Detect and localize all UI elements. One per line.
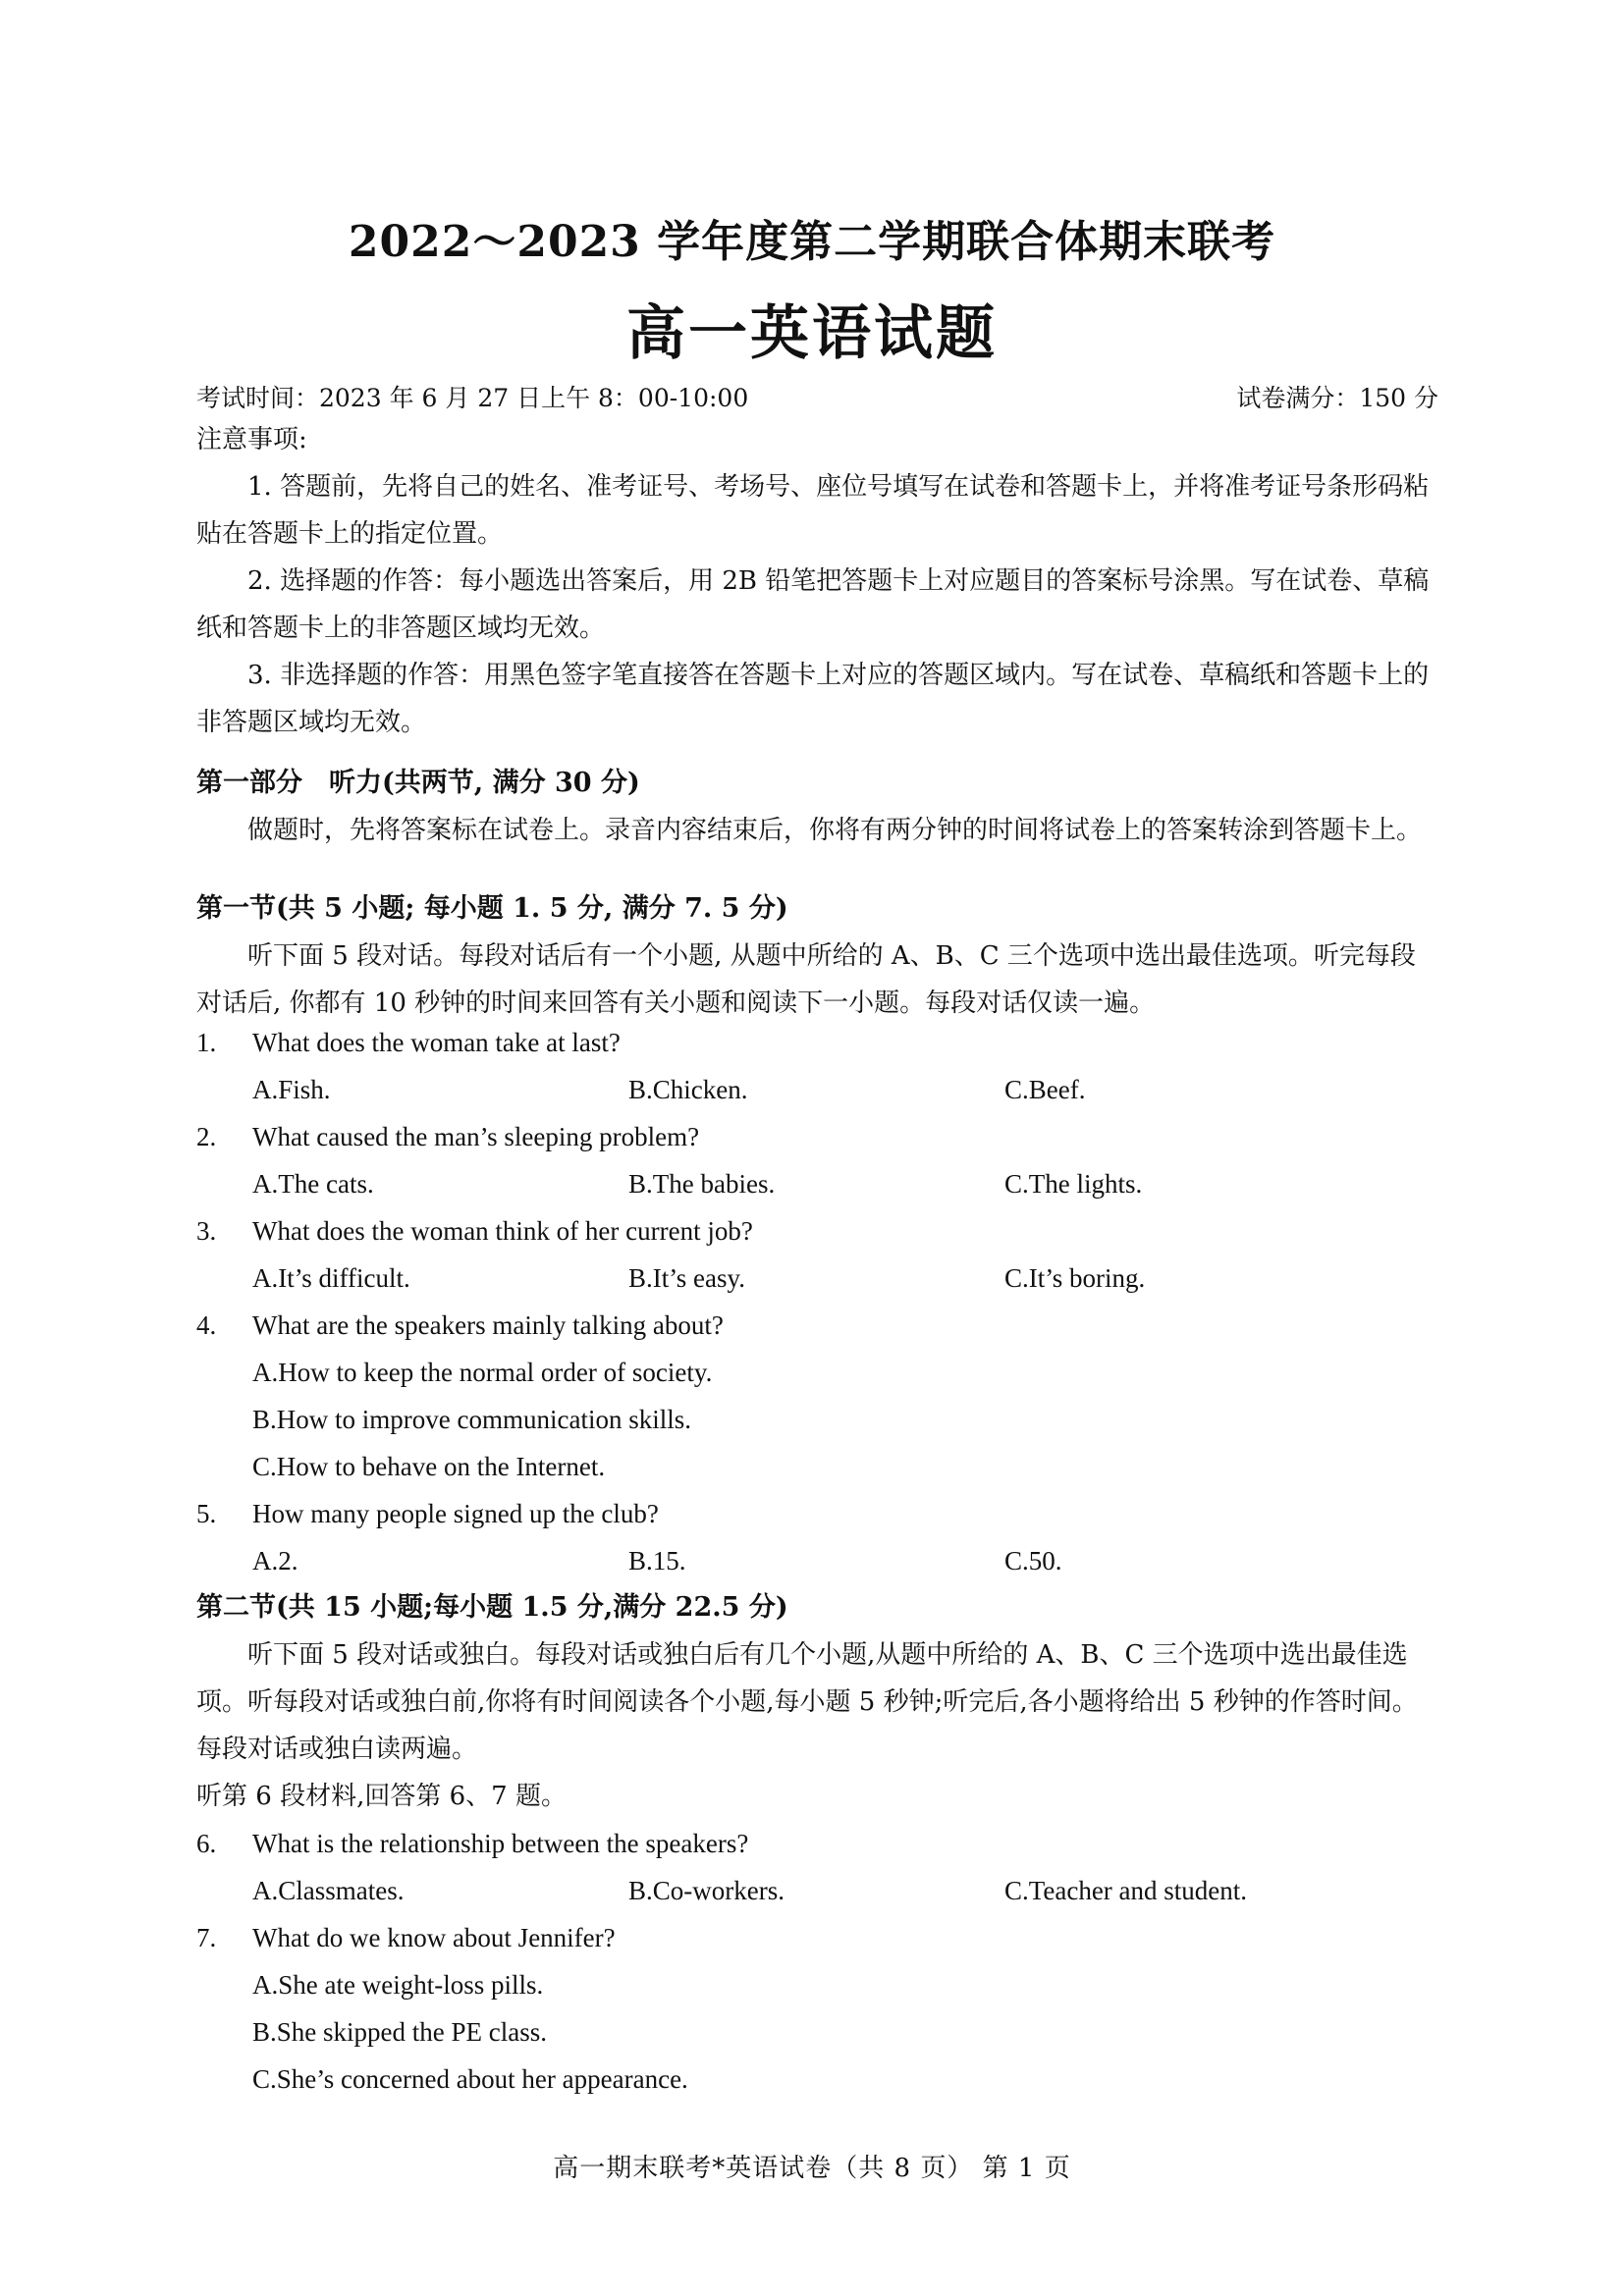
question-text: What is the relationship between the speakers? bbox=[252, 1829, 749, 1858]
option-b: B.She skipped the PE class. bbox=[252, 2017, 547, 2047]
section2-instruction: 听下面 5 段对话或独白。每段对话或独白后有几个小题,从题中所给的 A、B、C 三个选项中选出最佳选项。听每段对话或独白前,你将有时间阅读各个小题,每小题 5 秒钟;听完后,各小题将给出 5 秒钟的作答时间。每段对话或独白读两遍。 bbox=[196, 1640, 1418, 1764]
notes-heading: 注意事项: bbox=[196, 425, 307, 454]
page-footer: 高一期末联考*英语试卷（共 8 页） 第 1 页 bbox=[553, 2154, 1071, 2183]
question-number: 3. bbox=[196, 1216, 217, 1246]
option-c: C.50. bbox=[1004, 1546, 1062, 1575]
option-b: B.15. bbox=[628, 1546, 686, 1575]
exam-title: 2022～2023 学年度第二学期联合体期末联考 bbox=[348, 217, 1276, 267]
option-a: A.Classmates. bbox=[252, 1876, 405, 1905]
option-a: A.Fish. bbox=[252, 1075, 331, 1104]
part1-heading: 第一部分 听力(共两节, 满分 30 分) bbox=[196, 768, 640, 798]
question-text: What does the woman think of her current job? bbox=[252, 1216, 753, 1246]
option-a: A.She ate weight-loss pills. bbox=[252, 1970, 544, 2000]
material-note: 听第 6 段材料,回答第 6、7 题。 bbox=[196, 1782, 567, 1811]
question-number: 6. bbox=[196, 1829, 217, 1858]
option-a: A.2. bbox=[252, 1546, 298, 1575]
question-text: What does the woman take at last? bbox=[252, 1028, 621, 1057]
option-b: B.How to improve communication skills. bbox=[252, 1405, 691, 1434]
part1-instruction: 做题时，先将答案标在试卷上。录音内容结束后，你将有两分钟的时间将试卷上的答案转涂到答题卡上。 bbox=[247, 816, 1423, 845]
section2-heading: 第二节(共 15 小题;每小题 1.5 分,满分 22.5 分) bbox=[196, 1592, 788, 1623]
exam-info-row bbox=[196, 379, 1438, 414]
option-b: B.Co-workers. bbox=[628, 1876, 785, 1905]
note-item-3: 3. 非选择题的作答：用黑色签字笔直接答在答题卡上对应的答题区域内。写在试卷、草稿纸和答题卡上的非答题区域均无效。 bbox=[196, 661, 1430, 737]
option-b: B.Chicken. bbox=[628, 1075, 748, 1104]
question-number: 5. bbox=[196, 1499, 217, 1528]
option-c: C.Teacher and student. bbox=[1004, 1876, 1248, 1905]
exam-subtitle: 高一英语试题 bbox=[626, 299, 998, 368]
note-item-2: 2. 选择题的作答：每小题选出答案后，用 2B 铅笔把答题卡上对应题目的答案标号涂黑。写在试卷、草稿纸和答题卡上的非答题区域均无效。 bbox=[196, 566, 1430, 643]
note-item-1: 1. 答题前，先将自己的姓名、准考证号、考场号、座位号填写在试卷和答题卡上，并将准考证号条形码粘贴在答题卡上的指定位置。 bbox=[196, 472, 1430, 549]
question-number: 7. bbox=[196, 1923, 217, 1952]
question-number: 4. bbox=[196, 1310, 217, 1340]
option-c: C.It’s boring. bbox=[1004, 1263, 1146, 1293]
section1-instruction: 听下面 5 段对话。每段对话后有一个小题, 从题中所给的 A、B、C 三个选项中选出最佳选项。听完每段对话后, 你都有 10 秒钟的时间来回答有关小题和阅读下一小题。每段对话仅读一遍。 bbox=[196, 941, 1416, 1018]
option-a: A.The cats. bbox=[252, 1169, 374, 1199]
option-c: C.She’s concerned about her appearance. bbox=[252, 2064, 688, 2094]
question-text: How many people signed up the club? bbox=[252, 1499, 659, 1528]
option-a: A.It’s difficult. bbox=[252, 1263, 410, 1293]
option-b: B.The babies. bbox=[628, 1169, 776, 1199]
option-c: C.Beef. bbox=[1004, 1075, 1086, 1104]
full-score: 试卷满分：150 分 bbox=[1236, 384, 1438, 412]
section1-heading: 第一节(共 5 小题; 每小题 1. 5 分, 满分 7. 5 分) bbox=[196, 893, 788, 924]
exam-time: 考试时间：2023 年 6 月 27 日上午 8：00-10:00 bbox=[196, 384, 749, 412]
option-c: C.How to behave on the Internet. bbox=[252, 1452, 606, 1481]
option-c: C.The lights. bbox=[1004, 1169, 1143, 1199]
question-text: What are the speakers mainly talking about? bbox=[252, 1310, 724, 1340]
question-number: 2. bbox=[196, 1122, 217, 1151]
question-number: 1. bbox=[196, 1028, 217, 1057]
question-text: What caused the man’s sleeping problem? bbox=[252, 1122, 700, 1151]
question-text: What do we know about Jennifer? bbox=[252, 1923, 616, 1952]
option-b: B.It’s easy. bbox=[628, 1263, 745, 1293]
option-a: A.How to keep the normal order of society. bbox=[252, 1358, 713, 1387]
